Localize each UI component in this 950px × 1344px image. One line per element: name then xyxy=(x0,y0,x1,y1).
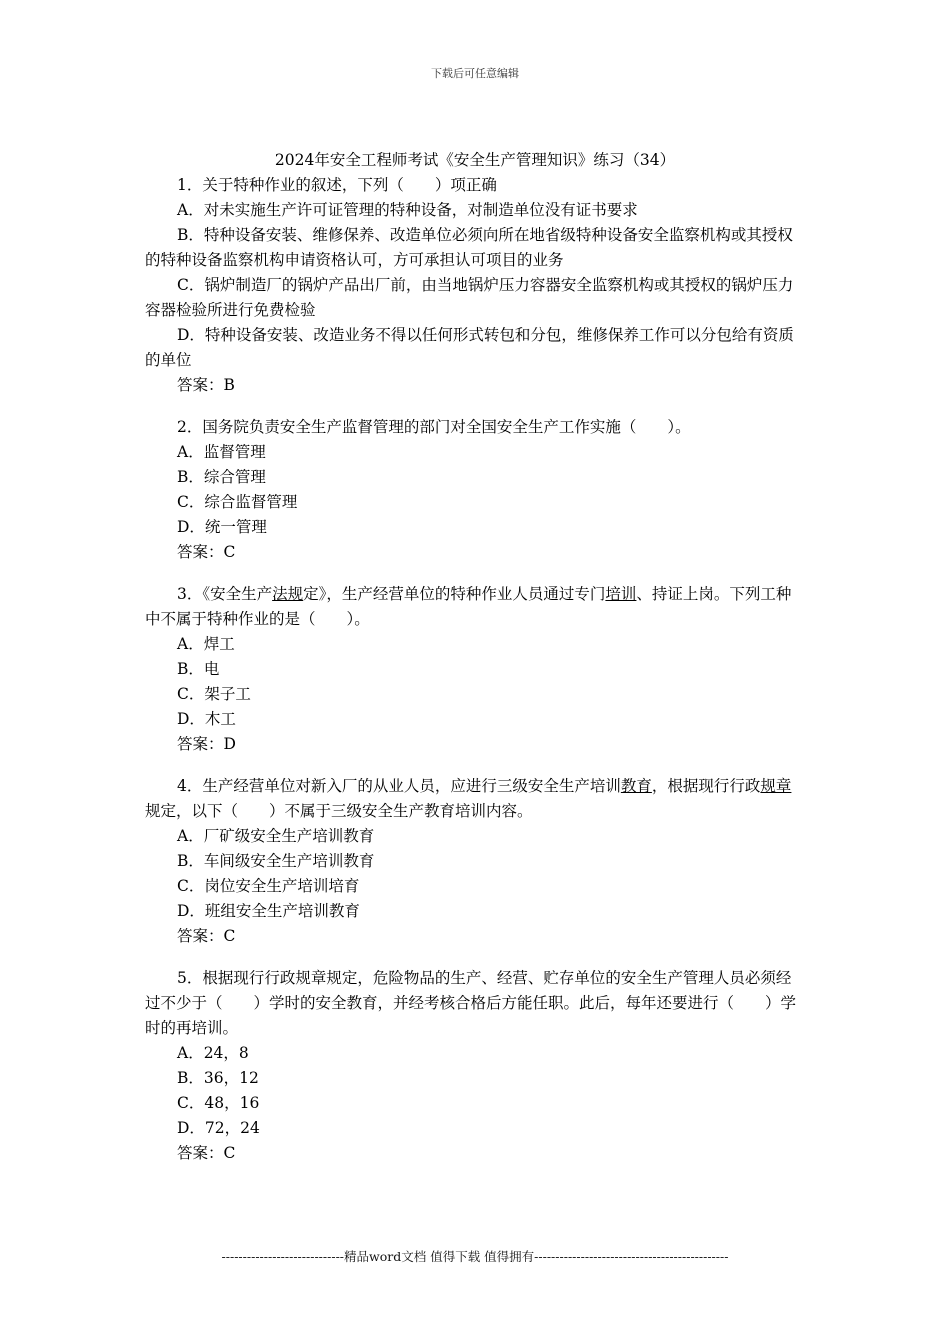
question-5-answer: 答案：C xyxy=(177,1144,236,1162)
question-3-stem xyxy=(145,582,805,632)
link-jiaoyu[interactable]: 教育 xyxy=(620,777,652,795)
question-2-option-d: D．统一管理 xyxy=(177,518,267,536)
question-2-option-c: C．综合监督管理 xyxy=(177,493,298,511)
spacer xyxy=(145,949,805,966)
question-4-option-d: D．班组安全生产培训教育 xyxy=(177,902,360,920)
question-4-answer: 答案：C xyxy=(177,927,236,945)
question-4-stem-part-1: 4．生产经营单位对新入厂的从业人员，应进行三级安全生产培训 xyxy=(177,777,621,795)
question-2-answer: 答案：C xyxy=(177,543,236,561)
question-5-option-c: C．48，16 xyxy=(177,1094,260,1112)
question-1-option-d: D．特种设备安装、改造业务不得以任何形式转包和分包，维修保养工作可以分包给有资质的单位 xyxy=(145,326,794,369)
page-footer: -----------------------------精品word文档 值得下载 值得拥有---------------------------------------------- xyxy=(221,1249,729,1264)
question-1-option-b: B．特种设备安装、维修保养、改造单位必须向所在地省级特种设备安全监察机构或其授权的特种设备监察机构申请资格认可，方可承担认可项目的业务 xyxy=(145,226,793,269)
question-1-answer: 答案：B xyxy=(177,376,235,394)
question-2-option-a: A．监督管理 xyxy=(177,443,266,461)
link-guizhang[interactable]: 规章 xyxy=(760,777,792,795)
question-3-option-c: C．架子工 xyxy=(177,685,251,703)
question-4-option-c: C．岗位安全生产培训培育 xyxy=(177,877,360,895)
question-4-stem xyxy=(145,774,805,824)
question-1-stem: 1．关于特种作业的叙述，下列（ ）项正确 xyxy=(177,176,497,194)
question-4-option-b: B．车间级安全生产培训教育 xyxy=(177,852,375,870)
question-5-option-b: B．36，12 xyxy=(177,1069,259,1087)
question-3-answer: 答案：D xyxy=(177,735,236,753)
spacer xyxy=(145,757,805,774)
page-header: 下载后可任意编辑 xyxy=(431,67,519,80)
document-body xyxy=(145,148,805,1166)
question-3-option-d: D．木工 xyxy=(177,710,236,728)
question-2-stem: 2．国务院负责安全生产监督管理的部门对全国安全生产工作实施（ ）。 xyxy=(177,418,691,436)
question-5-stem: 5．根据现行行政规章规定，危险物品的生产、经营、贮存单位的安全生产管理人员必须经过不少于（ ）学时的安全教育，并经考核合格后方能任职。此后，每年还要进行（ ）学时的再培训。 xyxy=(145,969,797,1037)
question-3-stem-part-1: 3．《安全生产 xyxy=(177,585,273,603)
question-3-option-a: A．焊工 xyxy=(177,635,235,653)
spacer xyxy=(145,565,805,582)
question-3-stem-part-3: 、持证上岗。下列工种中不属于特种作业的是（ ）。 xyxy=(145,585,792,628)
document-title: 2024年安全工程师考试《安全生产管理知识》练习（34） xyxy=(274,151,676,169)
question-5-option-a: A．24，8 xyxy=(177,1044,249,1062)
link-fagui[interactable]: 法规 xyxy=(272,585,304,603)
question-3-option-b: B．电 xyxy=(177,660,220,678)
question-5-option-d: D．72，24 xyxy=(177,1119,260,1137)
question-3-stem-part-2: 定》，生产经营单位的特种作业人员通过专门 xyxy=(303,585,606,603)
link-peixun[interactable]: 培训 xyxy=(605,585,637,603)
question-1-option-a: A．对未实施生产许可证管理的特种设备，对制造单位没有证书要求 xyxy=(177,201,638,219)
question-4-stem-part-3: 规定，以下（ ）不属于三级安全生产教育培训内容。 xyxy=(145,802,533,820)
spacer xyxy=(145,398,805,415)
question-4-stem-part-2: ，根据现行行政 xyxy=(651,777,761,795)
question-1-option-c: C．锅炉制造厂的锅炉产品出厂前，由当地锅炉压力容器安全监察机构或其授权的锅炉压力容器检验所进行免费检验 xyxy=(145,276,794,319)
question-2-option-b: B．综合管理 xyxy=(177,468,266,486)
question-4-option-a: A．厂矿级安全生产培训教育 xyxy=(177,827,375,845)
